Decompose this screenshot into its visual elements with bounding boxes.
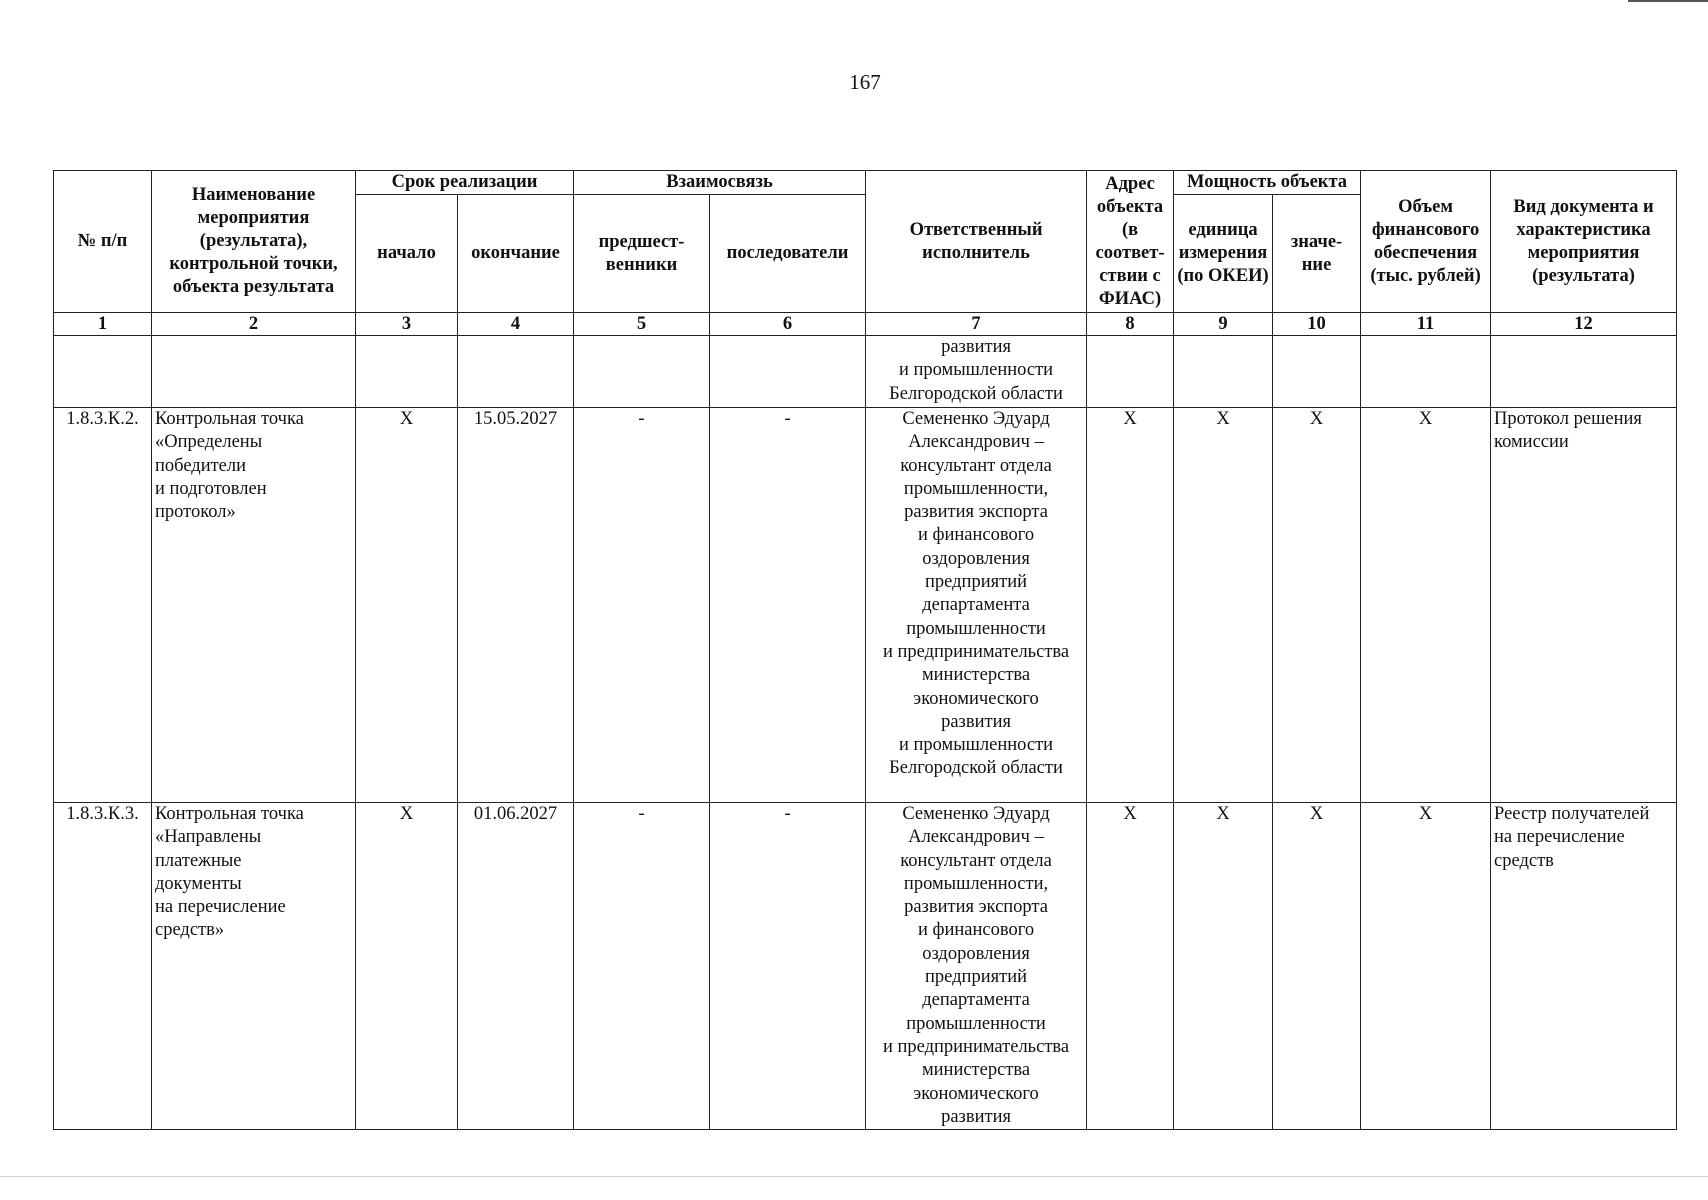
cell-predecessors xyxy=(574,336,710,408)
cell-start: Х xyxy=(356,408,458,803)
page-number: 167 xyxy=(849,70,881,94)
cell-address: Х xyxy=(1087,408,1174,803)
header-unit: единица измерения (по ОКЕИ) xyxy=(1174,195,1273,313)
cell-successors xyxy=(710,336,866,408)
column-number: 4 xyxy=(458,313,574,336)
column-number-row xyxy=(54,313,1677,336)
column-number: 6 xyxy=(710,313,866,336)
header-period-group: Срок реализации xyxy=(356,171,574,195)
cell-name: Контрольная точка «Направлены платежные документы на перечисление средств» xyxy=(152,803,356,1130)
cell-num xyxy=(54,336,152,408)
header-value: значе- ние xyxy=(1273,195,1361,313)
column-number: 9 xyxy=(1174,313,1273,336)
header-relation-group: Взаимосвязь xyxy=(574,171,866,195)
cell-successors: - xyxy=(710,408,866,803)
cell-value: Х xyxy=(1273,408,1361,803)
table-row xyxy=(54,803,1677,1130)
cell-finance: Х xyxy=(1361,408,1491,803)
cell-name xyxy=(152,336,356,408)
column-number: 10 xyxy=(1273,313,1361,336)
header-responsible: Ответственный исполнитель xyxy=(866,171,1087,313)
cell-address xyxy=(1087,336,1174,408)
header-successors: последователи xyxy=(710,195,866,313)
column-number: 12 xyxy=(1491,313,1677,336)
cell-responsible: Семененко Эдуард Александрович – консультант отдела промышленности, развития экспорта и финансового оздоровления предприятий департамента промышленности и предпринимательства министерства экономического развития xyxy=(866,803,1087,1130)
activities-table xyxy=(53,170,1677,1130)
cell-unit: Х xyxy=(1174,408,1273,803)
cell-predecessors: - xyxy=(574,803,710,1130)
cell-responsible: развития и промышленности Белгородской области xyxy=(866,336,1087,408)
cell-name: Контрольная точка «Определены победители и подготовлен протокол» xyxy=(152,408,356,803)
cell-num: 1.8.3.К.2. xyxy=(54,408,152,803)
cell-num: 1.8.3.К.3. xyxy=(54,803,152,1130)
cell-end xyxy=(458,336,574,408)
cell-responsible: Семененко Эдуард Александрович – консультант отдела промышленности, развития экспорта и финансового оздоровления предприятий департамента промышленности и предпринимательства министерства экономического развития и промышленности Белгородской области xyxy=(866,408,1087,803)
cell-start xyxy=(356,336,458,408)
scan-bottom-edge xyxy=(0,1176,1708,1177)
header-address: Адрес объекта (в соответ- ствии с ФИАС) xyxy=(1087,171,1174,313)
cell-end: 01.06.2027 xyxy=(458,803,574,1130)
table-row-continuation xyxy=(54,336,1677,408)
column-number: 3 xyxy=(356,313,458,336)
cell-value xyxy=(1273,336,1361,408)
header-num: № п/п xyxy=(54,171,152,313)
header-row-top xyxy=(54,171,1677,195)
column-number: 5 xyxy=(574,313,710,336)
cell-value: Х xyxy=(1273,803,1361,1130)
cell-doc-type xyxy=(1491,336,1677,408)
header-finance: Объем финансового обеспечения (тыс. рублей) xyxy=(1361,171,1491,313)
cell-start: Х xyxy=(356,803,458,1130)
header-doc-type: Вид документа и характеристика мероприятия (результата) xyxy=(1491,171,1677,313)
cell-unit xyxy=(1174,336,1273,408)
header-end: окончание xyxy=(458,195,574,313)
scan-edge-mark xyxy=(1628,0,1708,2)
cell-finance: Х xyxy=(1361,803,1491,1130)
header-name: Наименование мероприятия (результата), контрольной точки, объекта результата xyxy=(152,171,356,313)
header-start: начало xyxy=(356,195,458,313)
cell-address: Х xyxy=(1087,803,1174,1130)
header-capacity-group: Мощность объекта xyxy=(1174,171,1361,195)
cell-doc-type: Реестр получателей на перечисление средств xyxy=(1491,803,1677,1130)
cell-end: 15.05.2027 xyxy=(458,408,574,803)
cell-successors: - xyxy=(710,803,866,1130)
column-number: 1 xyxy=(54,313,152,336)
cell-doc-type: Протокол решения комиссии xyxy=(1491,408,1677,803)
table-row xyxy=(54,408,1677,803)
column-number: 11 xyxy=(1361,313,1491,336)
cell-unit: Х xyxy=(1174,803,1273,1130)
cell-predecessors: - xyxy=(574,408,710,803)
column-number: 2 xyxy=(152,313,356,336)
cell-finance xyxy=(1361,336,1491,408)
header-predecessors: предшест- венники xyxy=(574,195,710,313)
column-number: 7 xyxy=(866,313,1087,336)
column-number: 8 xyxy=(1087,313,1174,336)
